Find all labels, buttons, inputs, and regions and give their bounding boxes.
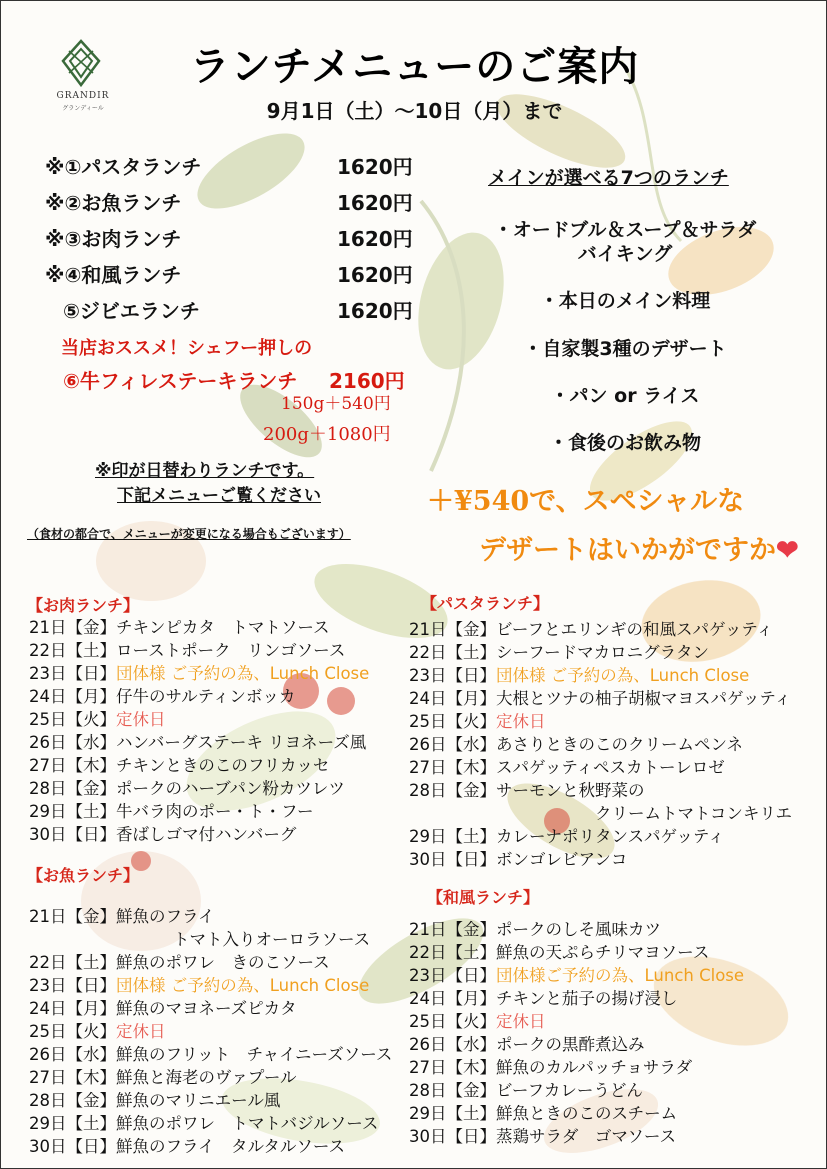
fish-day-23 [29,975,369,997]
meat-day-dish: ローストポーク リンゴソース [116,641,346,660]
pasta-day-dish: スパゲッティペスカトーレロゼ [496,758,725,777]
meat-day-closed: 団体様 ご予約の為、Lunch Close [116,664,370,683]
fish-day-date: 29日【土】 [29,1114,116,1133]
wafu-day-date: 29日【土】 [409,1104,496,1123]
fish-day-holiday: 定休日 [116,1022,166,1041]
steak-lunch-name: ⑥牛フィレステーキランチ [63,369,298,393]
pasta-day-dish: クリームトマトコンキリエ [595,804,793,823]
pasta-day-dish: ビーフとエリンギの和風スパゲッティ [496,620,774,639]
fish-day-date: 24日【月】 [29,999,116,1018]
fish-day-date: 21日【金】 [29,907,116,926]
fish-day-date: 26日【水】 [29,1045,116,1064]
pasta-day-closed: 団体様 ご予約の為、Lunch Close [496,666,750,685]
wafu-day-dish: ポークの黒酢煮込み [496,1035,645,1054]
course-meat-name: ※③お肉ランチ [45,227,182,251]
meat-day-date: 23日【日】 [29,664,116,683]
fish-day-25 [29,1021,166,1043]
meat-day-date: 26日【水】 [29,733,116,752]
dessert-promo-text: デザートはいかがですか [479,535,776,566]
see-menu-note: 下記メニューご覧ください [117,486,321,506]
course-gibier-price: 1620円 [337,299,413,323]
pasta-day-date: 29日【土】 [409,827,496,846]
fish-day-dish: 鮮魚のマリニエール風 [116,1091,281,1110]
steak-lunch-price: 2160円 [329,369,405,393]
wafu-day-date: 25日【火】 [409,1012,496,1031]
fish-day-dish: 鮮魚のフリット チャイニーズソース [116,1045,393,1064]
meat-day-30 [29,824,296,846]
pasta-day-27 [409,757,725,779]
pasta-day-dish: シーフードマカロニグラタン [496,643,710,662]
fish-day-dish: トマト入りオーロラソース [173,930,371,949]
meat-day-date: 25日【火】 [29,710,116,729]
wafu-day-closed: 団体様ご予約の為、Lunch Close [496,966,745,985]
pasta-day-23 [409,665,749,687]
fish-day-dish: 鮮魚のマヨネーズピカタ [116,999,297,1018]
course-pasta-name: ※①パスタランチ [45,155,202,179]
wafu-day-dish: 鮮魚の天ぷらチリマヨソース [496,943,710,962]
dessert-promo-line1: ＋¥540で、スペシャルな [427,486,745,517]
wafu-day-30 [409,1126,676,1148]
feature-drink: ・食後のお飲み物 [548,432,701,454]
wafu-day-dish: ポークのしそ風味カツ [496,920,661,939]
fish-day-date: 25日【火】 [29,1022,116,1041]
chef-recommend-label: 当店おススメ！シェフー押しの [61,338,313,359]
wafu-day-26 [409,1034,645,1056]
fish-day-29 [29,1113,378,1135]
meat-day-dish: 香ばしゴマ付ハンバーグ [116,825,297,844]
ingredient-change-note: （食材の都合で、メニューが変更になる場合もございます） [27,527,351,541]
wafu-day-23 [409,965,744,987]
pasta-day-date: 22日【土】 [409,643,496,662]
fish-day-dish: 鮮魚のポワレ トマトバジルソース [116,1114,379,1133]
pasta-lunch-heading: 【パスタランチ】 [421,594,550,613]
wafu-day-date: 23日【日】 [409,966,496,985]
meat-day-dish: チキンときのこのフリカッセ [116,756,330,775]
meat-day-24 [29,686,295,708]
meat-day-dish: ハンバーグステーキ リヨネーズ風 [116,733,367,752]
meat-day-date: 29日【土】 [29,802,116,821]
wafu-day-21 [409,919,661,941]
pasta-day-26 [409,734,743,756]
pasta-day-29 [409,826,725,848]
fish-day-date: 28日【金】 [29,1091,116,1110]
pasta-day-holiday: 定休日 [496,712,546,731]
fish-day-24 [29,998,297,1020]
pasta-day-date: 23日【日】 [409,666,496,685]
wafu-day-dish: 鮮魚のカルパッチョサラダ [496,1058,693,1077]
wafu-day-24 [409,988,677,1010]
dessert-promo-line2 [479,528,799,567]
course-meat-price: 1620円 [337,227,413,251]
meat-day-22 [29,640,345,662]
date-range: 9月1日（土）～10日（月）まで [266,99,563,123]
wafu-day-dish: 蒸鶏サラダ ゴマソース [496,1127,677,1146]
pasta-day-dish: カレーナポリタンスパゲッティ [496,827,725,846]
wafu-day-28 [409,1080,643,1102]
pasta-day-dish: 大根とツナの柚子胡椒マヨスパゲッティ [496,689,792,708]
meat-day-date: 28日【金】 [29,779,116,798]
pasta-day-22 [409,642,709,664]
wafu-day-date: 26日【水】 [409,1035,496,1054]
wafu-day-25 [409,1011,546,1033]
daily-lunch-note: ※印が日替わりランチです。 [95,461,315,481]
wafu-day-date: 27日【木】 [409,1058,496,1077]
pasta-day-28 [409,780,645,802]
pasta-day-date: 25日【火】 [409,712,496,731]
meat-day-26 [29,732,366,754]
fish-day-26 [29,1044,392,1066]
fish-day-dish: 鮮魚と海老のヴァプール [116,1068,297,1087]
feature-buffet: ・オードブル＆スープ＆サラダ [493,219,757,241]
meat-day-dish: チキンピカタ トマトソース [116,618,330,637]
meat-day-28 [29,778,345,800]
fish-day-dish: 鮮魚のフライ [116,907,215,926]
meat-day-date: 21日【金】 [29,618,116,637]
meat-day-23 [29,663,369,685]
meat-day-21 [29,617,330,639]
wafu-day-dish: チキンと茄子の揚げ浸し [496,989,678,1008]
feature-main-dish: ・本日のメイン料理 [539,290,711,312]
pasta-day-date: 21日【金】 [409,620,496,639]
fish-day-21-cont [173,929,370,951]
pasta-day-dish: あさりときのこのクリームペンネ [496,735,744,754]
page-title: ランチメニューのご案内 [189,44,640,90]
steak-option-200g: 200g＋1080円 [263,424,391,445]
wafu-day-date: 30日【日】 [409,1127,496,1146]
pasta-day-date: 30日【日】 [409,850,496,869]
meat-day-25 [29,709,166,731]
wafu-day-22 [409,942,709,964]
steak-option-150g: 150g＋540円 [281,394,391,414]
pasta-day-25 [409,711,546,733]
wafu-lunch-heading: 【和風ランチ】 [427,888,540,907]
wafu-day-dish: ビーフカレーうどん [496,1081,643,1100]
pasta-day-30 [409,849,627,871]
meat-day-29 [29,801,314,823]
fish-day-dish: 鮮魚のフライ タルタルソース [116,1137,346,1156]
wafu-day-date: 21日【金】 [409,920,496,939]
heart-icon: ❤ [776,535,799,566]
fish-day-date: 27日【木】 [29,1068,116,1087]
logo-name: GRANDIR [56,91,110,101]
pasta-day-date: 27日【木】 [409,758,496,777]
pasta-day-date: 24日【月】 [409,689,496,708]
meat-day-27 [29,755,329,777]
wafu-day-date: 22日【土】 [409,943,496,962]
course-wafu-name: ※④和風ランチ [45,263,182,287]
fish-day-dish: 鮮魚のポワレ きのこソース [116,953,330,972]
meat-day-date: 22日【土】 [29,641,116,660]
pasta-day-dish: ボンゴレビアンコ [496,850,628,869]
pasta-day-date: 26日【水】 [409,735,496,754]
feature-dessert: ・自家製3種のデザート [523,338,727,360]
wafu-day-holiday: 定休日 [496,1012,546,1031]
feature-bread-rice: ・パン or ライス [550,385,700,407]
course-gibier-name: ⑤ジビエランチ [63,299,200,323]
pasta-day-21 [409,619,773,641]
wafu-day-dish: 鮮魚ときのこのスチーム [496,1104,678,1123]
fish-lunch-heading: 【お魚ランチ】 [27,866,140,885]
fish-day-28 [29,1090,280,1112]
fish-day-date: 22日【土】 [29,953,116,972]
feature-buffet-2: バイキング [577,243,673,265]
wafu-day-27 [409,1057,692,1079]
meat-lunch-heading: 【お肉ランチ】 [27,596,140,615]
fish-day-date: 23日【日】 [29,976,116,995]
fish-day-22 [29,952,330,974]
pasta-day-28-cont [595,803,792,825]
course-pasta-price: 1620円 [337,155,413,179]
pasta-day-24 [409,688,791,710]
meat-day-date: 30日【日】 [29,825,116,844]
fish-day-30 [29,1136,345,1158]
course-fish-name: ※②お魚ランチ [45,191,182,215]
meat-day-dish: ポークのハーブパン粉カツレツ [116,779,345,798]
course-wafu-price: 1620円 [337,263,413,287]
wafu-day-date: 24日【月】 [409,989,496,1008]
fish-day-21 [29,906,215,928]
meat-day-holiday: 定休日 [116,710,166,729]
seven-lunch-heading: メインが選べる7つのランチ [488,167,729,189]
fish-day-closed: 団体様 ご予約の為、Lunch Close [116,976,370,995]
pasta-day-date: 28日【金】 [409,781,496,800]
wafu-day-date: 28日【金】 [409,1081,496,1100]
course-fish-price: 1620円 [337,191,413,215]
pasta-day-dish: サーモンと秋野菜の [496,781,645,800]
meat-day-dish: 牛バラ肉のポー・ト・フー [116,802,314,821]
meat-day-dish: 仔牛のサルティンボッカ [116,687,296,706]
logo-subtitle: グランディール [62,105,104,112]
fish-day-date: 30日【日】 [29,1137,116,1156]
wafu-day-29 [409,1103,677,1125]
fish-day-27 [29,1067,297,1089]
meat-day-date: 24日【月】 [29,687,116,706]
meat-day-date: 27日【木】 [29,756,116,775]
